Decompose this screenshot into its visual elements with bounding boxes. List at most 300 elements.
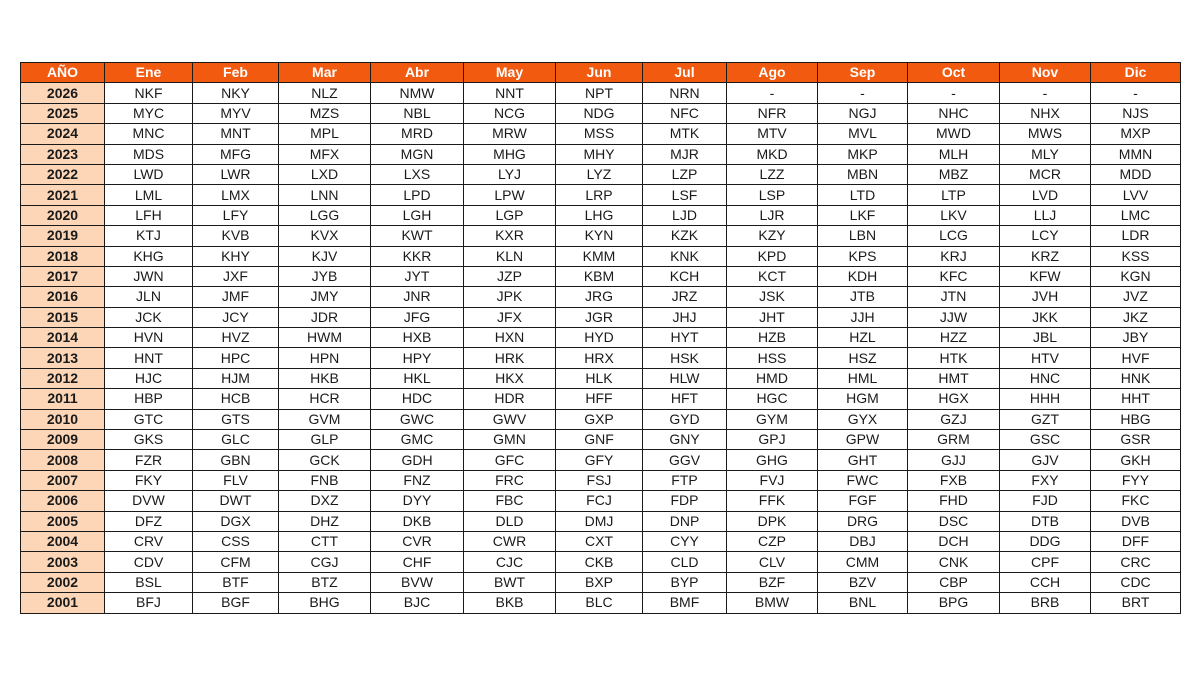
- table-row: [21, 552, 1181, 572]
- code-cell: JZP: [464, 266, 556, 286]
- code-cell: MNT: [193, 124, 279, 144]
- code-cell: KHY: [193, 246, 279, 266]
- code-cell: KHG: [105, 246, 193, 266]
- table-row: [21, 287, 1181, 307]
- code-cell: GBN: [193, 450, 279, 470]
- code-cell: LMC: [1091, 205, 1181, 225]
- year-cell: 2019: [21, 226, 105, 246]
- code-cell: MFX: [279, 144, 371, 164]
- code-cell: LFH: [105, 205, 193, 225]
- code-cell: -: [818, 83, 908, 103]
- code-cell: FJD: [1000, 491, 1091, 511]
- column-header-month: Ene: [105, 63, 193, 83]
- code-cell: JYB: [279, 266, 371, 286]
- code-cell: KFW: [1000, 266, 1091, 286]
- code-cell: FXB: [908, 470, 1000, 490]
- code-cell: BZF: [727, 572, 818, 592]
- code-cell: MDS: [105, 144, 193, 164]
- code-cell: DPK: [727, 511, 818, 531]
- code-cell: MSS: [556, 124, 643, 144]
- code-cell: HPC: [193, 348, 279, 368]
- code-cell: DRG: [818, 511, 908, 531]
- year-cell: 2014: [21, 328, 105, 348]
- code-cell: MPL: [279, 124, 371, 144]
- code-cell: HLW: [643, 368, 727, 388]
- code-cell: DDG: [1000, 531, 1091, 551]
- code-cell: FKC: [1091, 491, 1181, 511]
- code-cell: CCH: [1000, 572, 1091, 592]
- column-header-month: Feb: [193, 63, 279, 83]
- code-cell: JBL: [1000, 328, 1091, 348]
- code-cell: LRP: [556, 185, 643, 205]
- code-cell: HHH: [1000, 389, 1091, 409]
- code-cell: GCK: [279, 450, 371, 470]
- code-cell: GRM: [908, 430, 1000, 450]
- code-cell: LHG: [556, 205, 643, 225]
- code-cell: DCH: [908, 531, 1000, 551]
- code-cell: KDH: [818, 266, 908, 286]
- table-row: [21, 226, 1181, 246]
- code-cell: HRK: [464, 348, 556, 368]
- code-cell: JLN: [105, 287, 193, 307]
- code-cell: BMW: [727, 593, 818, 613]
- code-cell: CHF: [371, 552, 464, 572]
- code-cell: CWR: [464, 531, 556, 551]
- code-cell: DWT: [193, 491, 279, 511]
- code-cell: HCR: [279, 389, 371, 409]
- code-cell: MNC: [105, 124, 193, 144]
- table-row: [21, 83, 1181, 103]
- code-cell: FRC: [464, 470, 556, 490]
- code-cell: HSS: [727, 348, 818, 368]
- code-cell: LYZ: [556, 164, 643, 184]
- code-cell: JCK: [105, 307, 193, 327]
- code-cell: GNY: [643, 430, 727, 450]
- code-cell: MTK: [643, 124, 727, 144]
- code-cell: HVZ: [193, 328, 279, 348]
- code-cell: KVX: [279, 226, 371, 246]
- code-cell: HMD: [727, 368, 818, 388]
- code-cell: HDC: [371, 389, 464, 409]
- table-row: [21, 470, 1181, 490]
- code-cell: MWD: [908, 124, 1000, 144]
- code-cell: NJS: [1091, 103, 1181, 123]
- code-cell: NNT: [464, 83, 556, 103]
- code-cell: MLY: [1000, 144, 1091, 164]
- code-cell: NCG: [464, 103, 556, 123]
- code-cell: LFY: [193, 205, 279, 225]
- code-cell: GYD: [643, 409, 727, 429]
- code-cell: HCB: [193, 389, 279, 409]
- code-cell: KRZ: [1000, 246, 1091, 266]
- code-cell: HYD: [556, 328, 643, 348]
- year-cell: 2022: [21, 164, 105, 184]
- code-cell: GFY: [556, 450, 643, 470]
- code-cell: GGV: [643, 450, 727, 470]
- code-cell: FVJ: [727, 470, 818, 490]
- code-cell: KVB: [193, 226, 279, 246]
- code-cell: CRV: [105, 531, 193, 551]
- code-cell: LCG: [908, 226, 1000, 246]
- code-cell: HWM: [279, 328, 371, 348]
- code-cell: NLZ: [279, 83, 371, 103]
- code-cell: JHT: [727, 307, 818, 327]
- code-cell: NFR: [727, 103, 818, 123]
- year-cell: 2021: [21, 185, 105, 205]
- code-cell: CYY: [643, 531, 727, 551]
- code-cell: GMC: [371, 430, 464, 450]
- code-cell: DFZ: [105, 511, 193, 531]
- code-cell: KLN: [464, 246, 556, 266]
- table-row: [21, 124, 1181, 144]
- code-cell: LSP: [727, 185, 818, 205]
- code-cell: JGR: [556, 307, 643, 327]
- code-cell: JKZ: [1091, 307, 1181, 327]
- code-cell: CXT: [556, 531, 643, 551]
- plate-code-table: [20, 62, 1181, 614]
- code-cell: DLD: [464, 511, 556, 531]
- code-cell: GXP: [556, 409, 643, 429]
- code-cell: KZK: [643, 226, 727, 246]
- code-cell: GJV: [1000, 450, 1091, 470]
- code-cell: HSZ: [818, 348, 908, 368]
- code-cell: LZP: [643, 164, 727, 184]
- code-cell: GWV: [464, 409, 556, 429]
- code-cell: LJD: [643, 205, 727, 225]
- code-cell: GDH: [371, 450, 464, 470]
- code-cell: DXZ: [279, 491, 371, 511]
- code-cell: HNC: [1000, 368, 1091, 388]
- code-cell: HJC: [105, 368, 193, 388]
- column-header-month: Jul: [643, 63, 727, 83]
- code-cell: KPS: [818, 246, 908, 266]
- code-cell: FSJ: [556, 470, 643, 490]
- code-cell: JTB: [818, 287, 908, 307]
- code-cell: FTP: [643, 470, 727, 490]
- code-cell: MDD: [1091, 164, 1181, 184]
- code-cell: BPG: [908, 593, 1000, 613]
- code-cell: GPW: [818, 430, 908, 450]
- code-cell: CDC: [1091, 572, 1181, 592]
- code-cell: LTP: [908, 185, 1000, 205]
- code-cell: NFC: [643, 103, 727, 123]
- code-cell: HNT: [105, 348, 193, 368]
- code-cell: GTS: [193, 409, 279, 429]
- code-cell: FCJ: [556, 491, 643, 511]
- code-cell: JRZ: [643, 287, 727, 307]
- code-cell: HXN: [464, 328, 556, 348]
- code-cell: BMF: [643, 593, 727, 613]
- code-cell: BKB: [464, 593, 556, 613]
- code-cell: DNP: [643, 511, 727, 531]
- code-cell: LGH: [371, 205, 464, 225]
- code-cell: FFK: [727, 491, 818, 511]
- year-cell: 2002: [21, 572, 105, 592]
- code-cell: HGM: [818, 389, 908, 409]
- code-cell: LXS: [371, 164, 464, 184]
- year-cell: 2008: [21, 450, 105, 470]
- code-cell: GTC: [105, 409, 193, 429]
- code-cell: CBP: [908, 572, 1000, 592]
- code-cell: NDG: [556, 103, 643, 123]
- code-cell: HTV: [1000, 348, 1091, 368]
- code-cell: CLD: [643, 552, 727, 572]
- code-cell: LYJ: [464, 164, 556, 184]
- code-cell: KMM: [556, 246, 643, 266]
- year-cell: 2017: [21, 266, 105, 286]
- code-cell: MJR: [643, 144, 727, 164]
- code-cell: HFT: [643, 389, 727, 409]
- code-cell: KCT: [727, 266, 818, 286]
- code-cell: KGN: [1091, 266, 1181, 286]
- code-cell: HLK: [556, 368, 643, 388]
- code-cell: BGF: [193, 593, 279, 613]
- code-cell: JJH: [818, 307, 908, 327]
- code-cell: LNN: [279, 185, 371, 205]
- code-cell: KTJ: [105, 226, 193, 246]
- code-cell: HZB: [727, 328, 818, 348]
- plate-code-table-container: [20, 62, 1181, 614]
- code-cell: MLH: [908, 144, 1000, 164]
- code-cell: MYC: [105, 103, 193, 123]
- code-cell: JDR: [279, 307, 371, 327]
- code-cell: KSS: [1091, 246, 1181, 266]
- code-cell: DHZ: [279, 511, 371, 531]
- code-cell: FNZ: [371, 470, 464, 490]
- code-cell: CGJ: [279, 552, 371, 572]
- code-cell: KWT: [371, 226, 464, 246]
- column-header-year: AÑO: [21, 63, 105, 83]
- code-cell: KBM: [556, 266, 643, 286]
- code-cell: DKB: [371, 511, 464, 531]
- year-cell: 2007: [21, 470, 105, 490]
- code-cell: JWN: [105, 266, 193, 286]
- code-cell: BFJ: [105, 593, 193, 613]
- code-cell: JRG: [556, 287, 643, 307]
- column-header-month: Abr: [371, 63, 464, 83]
- code-cell: KJV: [279, 246, 371, 266]
- code-cell: HSK: [643, 348, 727, 368]
- year-cell: 2003: [21, 552, 105, 572]
- code-cell: KZY: [727, 226, 818, 246]
- code-cell: HJM: [193, 368, 279, 388]
- code-cell: NBL: [371, 103, 464, 123]
- code-cell: GYX: [818, 409, 908, 429]
- code-cell: GVM: [279, 409, 371, 429]
- code-cell: GSC: [1000, 430, 1091, 450]
- table-row: [21, 164, 1181, 184]
- code-cell: KCH: [643, 266, 727, 286]
- code-cell: FLV: [193, 470, 279, 490]
- code-cell: CPF: [1000, 552, 1091, 572]
- code-cell: LPD: [371, 185, 464, 205]
- year-cell: 2013: [21, 348, 105, 368]
- code-cell: JVH: [1000, 287, 1091, 307]
- code-cell: FGF: [818, 491, 908, 511]
- code-cell: MTV: [727, 124, 818, 144]
- code-cell: LWD: [105, 164, 193, 184]
- code-cell: MBZ: [908, 164, 1000, 184]
- year-cell: 2009: [21, 430, 105, 450]
- code-cell: JPK: [464, 287, 556, 307]
- code-cell: NKY: [193, 83, 279, 103]
- table-row: [21, 185, 1181, 205]
- code-cell: MMN: [1091, 144, 1181, 164]
- year-cell: 2020: [21, 205, 105, 225]
- code-cell: JVZ: [1091, 287, 1181, 307]
- code-cell: -: [1091, 83, 1181, 103]
- code-cell: -: [908, 83, 1000, 103]
- table-row: [21, 348, 1181, 368]
- table-row: [21, 491, 1181, 511]
- column-header-month: Dic: [1091, 63, 1181, 83]
- code-cell: JFX: [464, 307, 556, 327]
- code-cell: GMN: [464, 430, 556, 450]
- code-cell: BTF: [193, 572, 279, 592]
- code-cell: HVF: [1091, 348, 1181, 368]
- code-cell: CTT: [279, 531, 371, 551]
- code-cell: MKP: [818, 144, 908, 164]
- column-header-month: Jun: [556, 63, 643, 83]
- table-row: [21, 368, 1181, 388]
- year-cell: 2016: [21, 287, 105, 307]
- code-cell: NKF: [105, 83, 193, 103]
- table-row: [21, 246, 1181, 266]
- table-row: [21, 572, 1181, 592]
- code-cell: FYY: [1091, 470, 1181, 490]
- code-cell: LWR: [193, 164, 279, 184]
- code-cell: GZJ: [908, 409, 1000, 429]
- code-cell: KFC: [908, 266, 1000, 286]
- code-cell: MHG: [464, 144, 556, 164]
- code-cell: BYP: [643, 572, 727, 592]
- code-cell: CDV: [105, 552, 193, 572]
- code-cell: JMF: [193, 287, 279, 307]
- code-cell: CNK: [908, 552, 1000, 572]
- code-cell: BVW: [371, 572, 464, 592]
- code-cell: JJW: [908, 307, 1000, 327]
- code-cell: BNL: [818, 593, 908, 613]
- code-cell: LZZ: [727, 164, 818, 184]
- code-cell: JNR: [371, 287, 464, 307]
- code-cell: HZZ: [908, 328, 1000, 348]
- code-cell: LJR: [727, 205, 818, 225]
- code-cell: MFG: [193, 144, 279, 164]
- code-cell: JBY: [1091, 328, 1181, 348]
- code-cell: BJC: [371, 593, 464, 613]
- code-cell: GZT: [1000, 409, 1091, 429]
- code-cell: GNF: [556, 430, 643, 450]
- year-cell: 2011: [21, 389, 105, 409]
- code-cell: DVB: [1091, 511, 1181, 531]
- year-cell: 2025: [21, 103, 105, 123]
- table-row: [21, 593, 1181, 613]
- code-cell: LMX: [193, 185, 279, 205]
- table-row: [21, 389, 1181, 409]
- code-cell: HKL: [371, 368, 464, 388]
- code-cell: HBG: [1091, 409, 1181, 429]
- year-cell: 2004: [21, 531, 105, 551]
- code-cell: LXD: [279, 164, 371, 184]
- code-cell: CLV: [727, 552, 818, 572]
- code-cell: HVN: [105, 328, 193, 348]
- table-header: [21, 63, 1181, 83]
- code-cell: HNK: [1091, 368, 1181, 388]
- code-cell: MXP: [1091, 124, 1181, 144]
- year-cell: 2023: [21, 144, 105, 164]
- code-cell: JXF: [193, 266, 279, 286]
- code-cell: KYN: [556, 226, 643, 246]
- code-cell: LPW: [464, 185, 556, 205]
- code-cell: BZV: [818, 572, 908, 592]
- code-cell: JHJ: [643, 307, 727, 327]
- code-cell: GPJ: [727, 430, 818, 450]
- code-cell: MCR: [1000, 164, 1091, 184]
- code-cell: BLC: [556, 593, 643, 613]
- code-cell: HMT: [908, 368, 1000, 388]
- code-cell: LSF: [643, 185, 727, 205]
- code-cell: FBC: [464, 491, 556, 511]
- table-body: [21, 83, 1181, 613]
- code-cell: FHD: [908, 491, 1000, 511]
- code-cell: DFF: [1091, 531, 1181, 551]
- code-cell: JCY: [193, 307, 279, 327]
- year-cell: 2015: [21, 307, 105, 327]
- code-cell: JMY: [279, 287, 371, 307]
- table-row: [21, 266, 1181, 286]
- code-cell: NRN: [643, 83, 727, 103]
- code-cell: HHT: [1091, 389, 1181, 409]
- code-cell: JKK: [1000, 307, 1091, 327]
- code-cell: BWT: [464, 572, 556, 592]
- code-cell: KXR: [464, 226, 556, 246]
- column-header-month: Oct: [908, 63, 1000, 83]
- code-cell: CSS: [193, 531, 279, 551]
- year-cell: 2018: [21, 246, 105, 266]
- table-row: [21, 450, 1181, 470]
- code-cell: NHX: [1000, 103, 1091, 123]
- code-cell: CVR: [371, 531, 464, 551]
- code-cell: NMW: [371, 83, 464, 103]
- code-cell: LKV: [908, 205, 1000, 225]
- code-cell: BSL: [105, 572, 193, 592]
- code-cell: GWC: [371, 409, 464, 429]
- code-cell: FXY: [1000, 470, 1091, 490]
- table-row: [21, 307, 1181, 327]
- year-cell: 2005: [21, 511, 105, 531]
- header-row: [21, 63, 1181, 83]
- code-cell: MRD: [371, 124, 464, 144]
- code-cell: GKS: [105, 430, 193, 450]
- code-cell: MKD: [727, 144, 818, 164]
- code-cell: LKF: [818, 205, 908, 225]
- code-cell: LBN: [818, 226, 908, 246]
- code-cell: KKR: [371, 246, 464, 266]
- code-cell: MVL: [818, 124, 908, 144]
- code-cell: FDP: [643, 491, 727, 511]
- code-cell: MRW: [464, 124, 556, 144]
- year-cell: 2001: [21, 593, 105, 613]
- code-cell: LLJ: [1000, 205, 1091, 225]
- code-cell: BTZ: [279, 572, 371, 592]
- code-cell: LTD: [818, 185, 908, 205]
- code-cell: LGP: [464, 205, 556, 225]
- code-cell: DVW: [105, 491, 193, 511]
- code-cell: HZL: [818, 328, 908, 348]
- year-cell: 2026: [21, 83, 105, 103]
- year-cell: 2010: [21, 409, 105, 429]
- column-header-month: Ago: [727, 63, 818, 83]
